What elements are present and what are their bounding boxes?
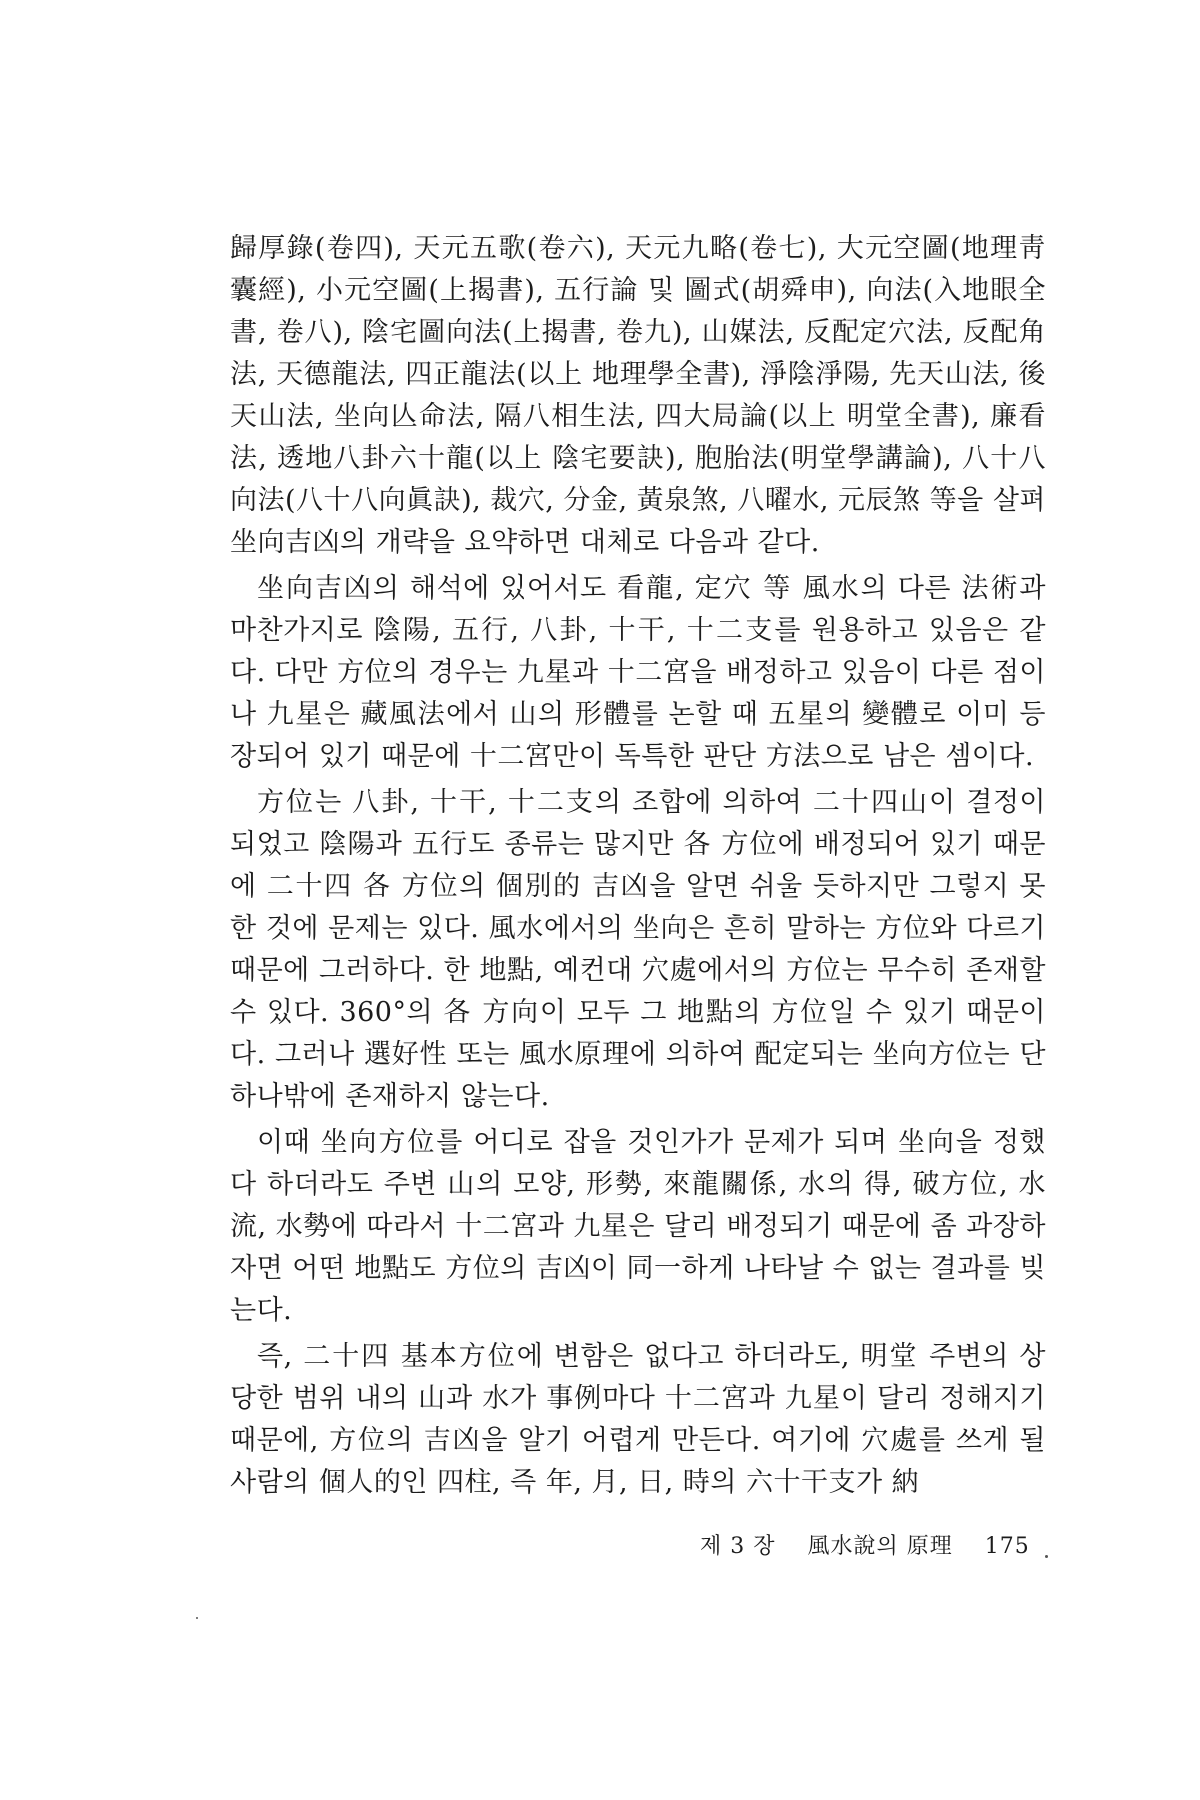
paragraph-1: 歸厚錄(卷四), 天元五歌(卷六), 天元九略(卷七), 大元空圖(地理靑囊經), 小元空圖(上揭書), 五行論 및 圖式(胡舜申), 向法(入地眼全書, 卷八), 陰宅圖向法(上揭書, 卷九), 山媒法, 反配定穴法, 反配角法, 天德龍法, 四正龍法(以上 地理學全書), 淨陰淨陽, 先天山法, 後天山法, 坐向亾命法, 隔八相生法, 四大局論(以上 明堂全書), 廉看法, 透地八卦六十龍(以上 陰宅要訣), 胞胎法(明堂學講論), 八十八向法(八十八向眞訣), 裁穴, 分金, 黃泉煞, 八曜水, 元辰煞 等을 살펴 坐向吉凶의 개략을 요약하면 대체로 다음과 같다. <box>230 233 1046 558</box>
paragraph-3: 方位는 八卦, 十干, 十二支의 조합에 의하여 二十四山이 결정이 되었고 陰陽과 五行도 종류는 많지만 各 方位에 배정되어 있기 때문에 二十四 各 方位의 個別的 吉凶을 알면 쉬울 듯하지만 그렇지 못한 것에 문제는 있다. 風水에서의 坐向은 흔히 말하는 方位와 다르기 때문에 그러하다. 한 地點, 예컨대 穴處에서의 方位는 무수히 존재할 수 있다. 360°의 各 方向이 모두 그 地點의 方位일 수 있기 때문이다. 그러나 選好性 또는 風水原理에 의하여 配定되는 坐向方位는 단 하나밖에 존재하지 않는다. <box>230 787 1046 1112</box>
paragraph-5: 즉, 二十四 基本方位에 변함은 없다고 하더라도, 明堂 주변의 상당한 범위 내의 山과 水가 事例마다 十二宮과 九星이 달리 정해지기 때문에, 方位의 吉凶을 알기 어렵게 만든다. 여기에 穴處를 쓰게 될 사람의 個人的인 四柱, 즉 年, 月, 日, 時의 六十干支가 納 <box>230 1341 1046 1498</box>
page-number: 175 <box>984 1534 1030 1559</box>
paragraph-4: 이때 坐向方位를 어디로 잡을 것인가가 문제가 되며 坐向을 정했다 하더라도 주변 山의 모양, 形勢, 來龍關係, 水의 得, 破方位, 水流, 水勢에 따라서 十二宮과 九星은 달리 배정되기 때문에 좀 과장하자면 어떤 地點도 方位의 吉凶이 同一하게 나타날 수 없는 결과를 빚는다. <box>230 1127 1046 1326</box>
paragraph-2: 坐向吉凶의 해석에 있어서도 看龍, 定穴 等 風水의 다른 法術과 마찬가지로 陰陽, 五行, 八卦, 十干, 十二支를 원용하고 있음은 같다. 다만 方位의 경우는 九星과 十二宮을 배정하고 있음이 다른 점이나 九星은 藏風法에서 山의 形體를 논할 때 五星의 變體로 이미 등장되어 있기 때문에 十二宮만이 독특한 판단 方法으로 남은 셈이다. <box>230 573 1046 772</box>
body-text <box>230 228 1046 1504</box>
ink-speck <box>1045 1555 1048 1558</box>
ink-speck <box>196 1617 198 1619</box>
page-footer <box>700 1532 1030 1562</box>
chapter-label: 제 3 장 <box>700 1534 776 1559</box>
chapter-title: 風水說의 原理 <box>807 1534 953 1559</box>
